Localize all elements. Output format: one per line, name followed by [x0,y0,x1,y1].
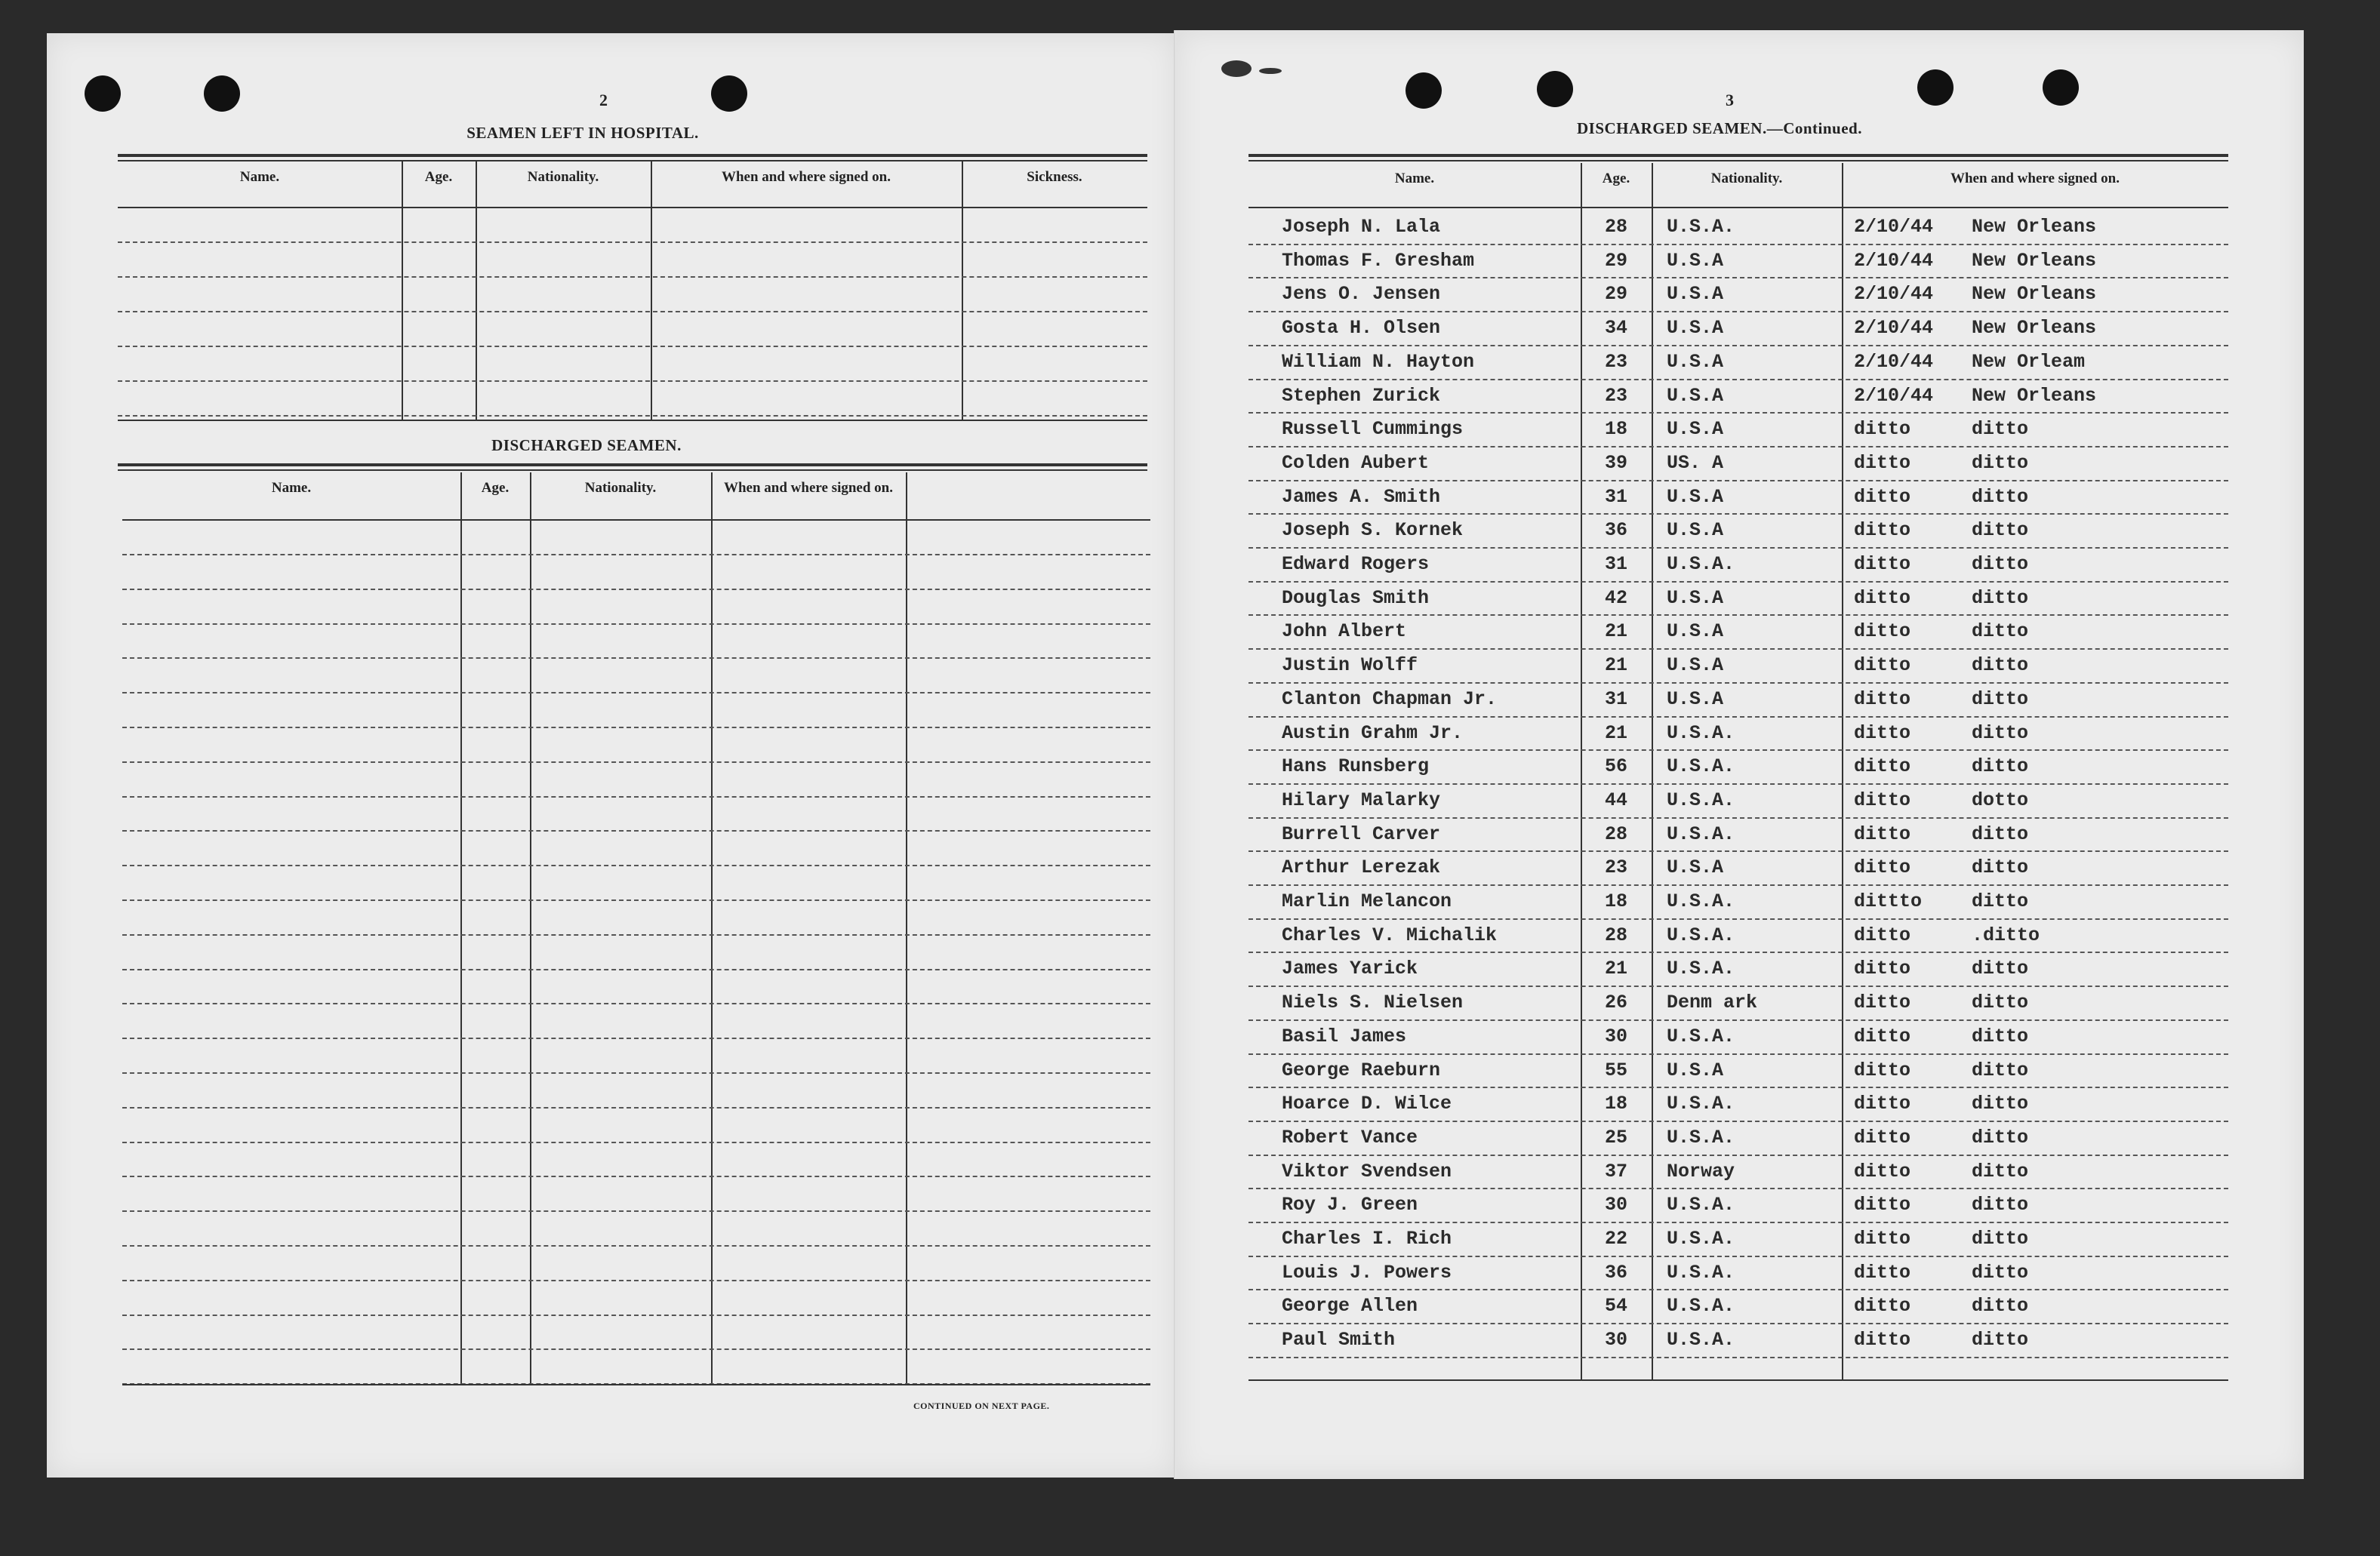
age-cell: 23 [1604,384,1627,407]
nationality-cell: U.S.A [1667,249,1724,272]
row-line [1248,311,2228,312]
punch-hole [1406,72,1442,109]
row-line [1248,379,2228,380]
age-cell: 34 [1604,317,1627,340]
signed-on-date-cell: 2/10/44 [1854,350,1934,373]
signed-on-date-cell: ditto [1854,1194,1911,1216]
nationality-cell: U.S.A. [1667,1295,1735,1318]
age-cell: 36 [1604,1261,1627,1284]
row-line [122,1142,1150,1143]
column-header-name: Name. [271,480,312,496]
row-line [1248,884,2228,886]
name-cell: James Yarick [1282,958,1418,980]
row-line [1248,1323,2228,1324]
bottom-rule [118,420,1147,421]
age-cell: 36 [1604,519,1627,542]
age-cell: 39 [1604,451,1627,474]
row-line [1248,1188,2228,1189]
signed-on-place-cell: New Orleans [1972,283,2097,306]
continued-note: CONTINUED ON NEXT PAGE. [913,1401,1050,1411]
ink-speck [1259,68,1282,74]
age-cell: 23 [1604,350,1627,373]
signed-on-date-cell: ditto [1854,1093,1911,1115]
row-line [122,1072,1150,1074]
bottom-rule [1248,1379,2228,1381]
row-line [122,1348,1150,1350]
age-cell: 29 [1604,283,1627,306]
punch-hole [1917,69,1954,106]
signed-on-date-cell: ditto [1854,418,1911,441]
nationality-cell: U.S.A. [1667,1329,1735,1352]
signed-on-place-cell: ditto [1972,418,2029,441]
signed-on-date-cell: 2/10/44 [1854,216,1934,238]
nationality-cell: U.S.A [1667,317,1724,340]
discharged-section-title: DISCHARGED SEAMEN. [491,436,682,454]
row-line [1248,1357,2228,1358]
age-cell: 30 [1604,1194,1627,1216]
name-cell: Charles I. Rich [1282,1228,1452,1250]
name-cell: Jens O. Jensen [1282,283,1441,306]
signed-on-date-cell: ditto [1854,1025,1911,1047]
signed-on-place-cell: ditto [1972,687,2029,710]
signed-on-place-cell: ditto [1972,1059,2029,1081]
age-cell: 22 [1604,1228,1627,1250]
name-cell: James A. Smith [1282,485,1441,508]
nationality-cell: U.S.A. [1667,958,1735,980]
signed-on-place-cell: ditto [1972,1160,2029,1182]
name-cell: Hoarce D. Wilce [1282,1093,1452,1115]
signed-on-date-cell: ditto [1854,1126,1911,1149]
name-cell: Gosta H. Olsen [1282,317,1441,340]
age-cell: 44 [1604,789,1627,811]
name-cell: Joseph N. Lala [1282,216,1441,238]
nationality-cell: U.S.A [1667,485,1724,508]
name-cell: Justin Wolff [1282,654,1418,677]
signed-on-place-cell: New Orleans [1972,384,2097,407]
row-line [118,241,1147,243]
nationality-cell: U.S.A. [1667,823,1735,845]
row-line [122,1107,1150,1109]
age-cell: 42 [1604,586,1627,609]
age-cell: 54 [1604,1295,1627,1318]
header-rule [118,207,1147,208]
nationality-cell: U.S.A. [1667,1228,1735,1250]
header-rule [1248,207,2228,208]
signed-on-date-cell: ditto [1854,721,1911,744]
row-line [122,830,1150,832]
punch-hole [711,75,747,112]
signed-on-place-cell: ditto [1972,1194,2029,1216]
name-cell: Marlin Melancon [1282,890,1452,912]
row-line [122,1003,1150,1004]
name-cell: Joseph S. Kornek [1282,519,1464,542]
row-line [118,380,1147,382]
age-cell: 21 [1604,654,1627,677]
signed-on-place-cell: ditto [1972,620,2029,643]
signed-on-date-cell: ditto [1854,451,1911,474]
row-line [1248,918,2228,920]
row-line [118,276,1147,278]
column-divider [460,472,462,1384]
row-line [122,865,1150,866]
row-line [122,1315,1150,1316]
name-cell: Clanton Chapman Jr. [1282,687,1498,710]
age-cell: 23 [1604,856,1627,879]
row-line [1248,850,2228,852]
signed-on-place-cell: New Orleans [1972,216,2097,238]
row-line [1248,1087,2228,1088]
rule [1248,154,2228,157]
row-line [122,969,1150,970]
nationality-cell: U.S.A. [1667,216,1735,238]
signed-on-place-cell: ditto [1972,451,2029,474]
signed-on-date-cell: ditto [1854,553,1911,575]
row-line [122,1280,1150,1281]
nationality-cell: U.S.A [1667,586,1724,609]
name-cell: Louis J. Powers [1282,1261,1452,1284]
row-line [122,1038,1150,1039]
name-cell: William N. Hayton [1282,350,1475,373]
signed-on-date-cell: ditto [1854,519,1911,542]
row-line [122,934,1150,936]
row-line [1248,682,2228,684]
signed-on-date-cell: ditto [1854,1261,1911,1284]
bottom-rule [122,1384,1150,1385]
left-page [47,33,1176,1478]
right-page [1176,30,2304,1479]
age-cell: 21 [1604,721,1627,744]
row-line [122,1210,1150,1212]
nationality-cell: U.S.A. [1667,553,1735,575]
hospital-section-title: SEAMEN LEFT IN HOSPITAL. [466,124,699,142]
nationality-cell: U.S.A. [1667,1194,1735,1216]
nationality-cell: U.S.A [1667,418,1724,441]
row-line [1248,581,2228,583]
nationality-cell: U.S.A [1667,384,1724,407]
signed-on-date-cell: ditto [1854,687,1911,710]
rule [118,463,1147,466]
column-header-nationality: Nationality. [584,480,657,496]
row-line [1248,277,2228,278]
signed-on-place-cell: ditto [1972,992,2029,1014]
name-cell: Edward Rogers [1282,553,1430,575]
row-line [122,692,1150,693]
row-line [1248,1222,2228,1223]
name-cell: Roy J. Green [1282,1194,1418,1216]
age-cell: 18 [1604,890,1627,912]
column-header-age: Age. [481,480,510,496]
row-line [1248,446,2228,447]
ink-speck [1221,60,1252,77]
name-cell: Hilary Malarky [1282,789,1441,811]
signed-on-place-cell: ditto [1972,755,2029,778]
row-line [122,623,1150,625]
row-line [1248,1053,2228,1055]
row-line [122,899,1150,901]
age-cell: 28 [1604,216,1627,238]
age-cell: 29 [1604,249,1627,272]
nationality-cell: Norway [1667,1160,1735,1182]
signed-on-place-cell: ditto [1972,721,2029,744]
row-line [122,1176,1150,1177]
nationality-cell: U.S.A [1667,519,1724,542]
row-line [1248,1256,2228,1257]
column-header-signed-on: When and where signed on. [721,169,891,185]
signed-on-place-cell: New Orleans [1972,317,2097,340]
signed-on-place-cell: ditto [1972,553,2029,575]
row-line [118,311,1147,312]
signed-on-place-cell: dotto [1972,789,2029,811]
column-header-nationality: Nationality. [527,169,599,185]
name-cell: Douglas Smith [1282,586,1430,609]
name-cell: Niels S. Nielsen [1282,992,1464,1014]
name-cell: Arthur Lerezak [1282,856,1441,879]
name-cell: Charles V. Michalik [1282,924,1498,946]
column-header-nationality: Nationality. [1710,171,1783,186]
nationality-cell: U.S.A. [1667,1093,1735,1115]
age-cell: 18 [1604,418,1627,441]
row-line [118,346,1147,347]
nationality-cell: U.S.A [1667,856,1724,879]
name-cell: Russell Cummings [1282,418,1464,441]
nationality-cell: U.S.A. [1667,890,1735,912]
nationality-cell: U.S.A. [1667,721,1735,744]
signed-on-date-cell: ditto [1854,992,1911,1014]
name-cell: Colden Aubert [1282,451,1430,474]
signed-on-place-cell: ditto [1972,1261,2029,1284]
row-line [1248,783,2228,785]
nationality-cell: U.S.A. [1667,1025,1735,1047]
signed-on-date-cell: 2/10/44 [1854,249,1934,272]
column-header-name: Name. [1394,171,1435,186]
signed-on-date-cell: 2/10/44 [1854,283,1934,306]
nationality-cell: Denm ark [1667,992,1758,1014]
signed-on-date-cell: 2/10/44 [1854,384,1934,407]
name-cell: Robert Vance [1282,1126,1418,1149]
signed-on-date-cell: ditto [1854,1228,1911,1250]
column-header-signed-on: When and where signed on. [1950,171,2120,186]
name-cell: Thomas F. Gresham [1282,249,1475,272]
signed-on-place-cell: ditto [1972,1329,2029,1352]
signed-on-place-cell: .ditto [1972,924,2040,946]
nationality-cell: U.S.A. [1667,1261,1735,1284]
signed-on-date-cell: ditto [1854,654,1911,677]
name-cell: Burrell Carver [1282,823,1441,845]
row-line [1248,817,2228,819]
row-line [122,761,1150,763]
punch-hole [85,75,121,112]
age-cell: 31 [1604,485,1627,508]
signed-on-place-cell: ditto [1972,823,2029,845]
name-cell: Viktor Svendsen [1282,1160,1452,1182]
row-line [1248,716,2228,718]
nationality-cell: U.S.A [1667,350,1724,373]
signed-on-date-cell: ditto [1854,1329,1911,1352]
row-line [1248,1121,2228,1122]
row-line [1248,1155,2228,1156]
signed-on-place-cell: ditto [1972,1126,2029,1149]
row-line [1248,648,2228,650]
signed-on-place-cell: ditto [1972,654,2029,677]
signed-on-place-cell: ditto [1972,1295,2029,1318]
punch-hole [2043,69,2079,106]
nationality-cell: U.S.A. [1667,755,1735,778]
nationality-cell: U.S.A [1667,620,1724,643]
column-header-sickness: Sickness. [1027,169,1082,185]
name-cell: George Allen [1282,1295,1418,1318]
signed-on-place-cell: New Orleans [1972,249,2097,272]
age-cell: 31 [1604,687,1627,710]
age-cell: 30 [1604,1329,1627,1352]
signed-on-place-cell: ditto [1972,586,2029,609]
age-cell: 28 [1604,823,1627,845]
nationality-cell: U.S.A. [1667,789,1735,811]
signed-on-date-cell: ditto [1854,1295,1911,1318]
age-cell: 21 [1604,620,1627,643]
column-divider [906,472,907,1384]
signed-on-date-cell: ditto [1854,856,1911,879]
signed-on-place-cell: New Orleam [1972,350,2086,373]
row-line [1248,412,2228,414]
signed-on-date-cell: ditto [1854,823,1911,845]
row-line [122,1245,1150,1247]
nationality-cell: U.S.A [1667,687,1724,710]
signed-on-place-cell: ditto [1972,519,2029,542]
signed-on-date-cell: ditto [1854,1160,1911,1182]
column-header-signed-on: When and where signed on. [723,480,893,496]
rule [118,154,1147,157]
name-cell: Hans Runsberg [1282,755,1430,778]
signed-on-place-cell: ditto [1972,485,2029,508]
row-line [122,589,1150,590]
header-rule [122,519,1150,521]
row-line [118,415,1147,417]
name-cell: Basil James [1282,1025,1407,1047]
row-line [1248,749,2228,751]
row-line [1248,345,2228,346]
row-line [122,727,1150,728]
punch-hole [204,75,240,112]
signed-on-place-cell: ditto [1972,1093,2029,1115]
column-header-age: Age. [424,169,453,185]
column-divider [711,472,713,1384]
row-line [1248,986,2228,987]
nationality-cell: US. A [1667,451,1724,474]
age-cell: 37 [1604,1160,1627,1182]
rule [1248,160,2228,161]
age-cell: 30 [1604,1025,1627,1047]
nationality-cell: U.S.A [1667,654,1724,677]
column-header-name: Name. [239,169,280,185]
nationality-cell: U.S.A. [1667,924,1735,946]
nationality-cell: U.S.A [1667,283,1724,306]
name-cell: George Raeburn [1282,1059,1441,1081]
age-cell: 25 [1604,1126,1627,1149]
name-cell: John Albert [1282,620,1407,643]
signed-on-date-cell: ditto [1854,620,1911,643]
age-cell: 31 [1604,553,1627,575]
signed-on-place-cell: ditto [1972,890,2029,912]
signed-on-date-cell: ditto [1854,924,1911,946]
name-cell: Paul Smith [1282,1329,1396,1352]
signed-on-place-cell: ditto [1972,1228,2029,1250]
age-cell: 18 [1604,1093,1627,1115]
signed-on-date-cell: 2/10/44 [1854,317,1934,340]
row-line [122,554,1150,555]
signed-on-date-cell: ditto [1854,586,1911,609]
signed-on-date-cell: ditto [1854,958,1911,980]
name-cell: Austin Grahm Jr. [1282,721,1464,744]
age-cell: 56 [1604,755,1627,778]
age-cell: 55 [1604,1059,1627,1081]
nationality-cell: U.S.A. [1667,1126,1735,1149]
row-line [1248,547,2228,549]
age-cell: 26 [1604,992,1627,1014]
row-line [1248,614,2228,616]
signed-on-date-cell: ditto [1854,1059,1911,1081]
signed-on-date-cell: ditto [1854,485,1911,508]
page-number: 3 [1726,91,1734,109]
column-divider [530,472,531,1384]
signed-on-place-cell: ditto [1972,1025,2029,1047]
signed-on-date-cell: ditto [1854,789,1911,811]
age-cell: 28 [1604,924,1627,946]
age-cell: 21 [1604,958,1627,980]
discharged-continued-title: DISCHARGED SEAMEN.—Continued. [1577,119,1862,137]
row-line [1248,1289,2228,1290]
row-line [1248,513,2228,515]
row-line [1248,244,2228,245]
nationality-cell: U.S.A [1667,1059,1724,1081]
rule [118,160,1147,161]
name-cell: Stephen Zurick [1282,384,1441,407]
row-line [122,657,1150,659]
page-number: 2 [599,91,608,109]
signed-on-place-cell: ditto [1972,856,2029,879]
signed-on-date-cell: dittto [1854,890,1923,912]
row-line [1248,952,2228,953]
row-line [1248,1019,2228,1021]
signed-on-date-cell: ditto [1854,755,1911,778]
rule [118,469,1147,471]
column-header-age: Age. [1602,171,1630,186]
row-line [1248,480,2228,481]
signed-on-place-cell: ditto [1972,958,2029,980]
punch-hole [1537,71,1573,107]
row-line [122,796,1150,798]
